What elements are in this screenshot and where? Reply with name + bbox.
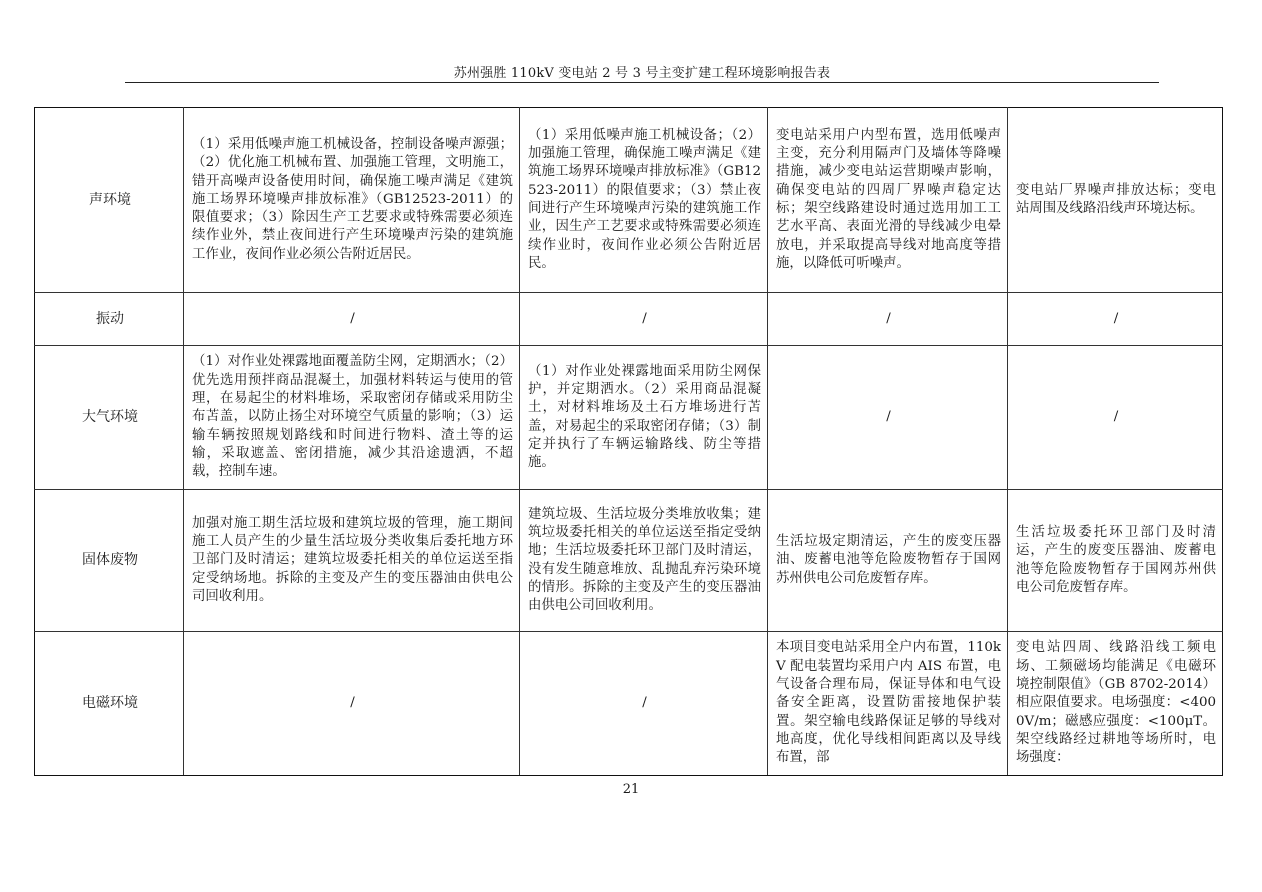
cell-text: 建筑垃圾、生活垃圾分类堆放收集；建筑垃圾委托相关的单位运送至指定受纳地；生活垃圾委托环卫部门及时清运，没有发生随意堆放、乱抛乱弃污染环境的情形。拆除的主变及产生的变压器油由供电公司回收利用。 xyxy=(528,506,761,614)
empty-cell: / xyxy=(1008,293,1223,346)
cell-text: （1）对作业处裸露地面覆盖防尘网，定期洒水；（2）优先选用预拌商品混凝土，加强材料转运与使用的管理，在易起尘的材料堆场，采取密闭存储或采用防尘布苫盖，以防止扬尘对环境空气质量的影响；（3）运输车辆按照规划路线和时间进行物料、渣土等的运输，采取遮盖、密闭措施，减少其沿途遗洒，不超载，控制车速。 xyxy=(192,354,513,480)
cell-text: （1）采用低噪声施工机械设备，控制设备噪声源强；（2）优化施工机械布置、加强施工管理，文明施工，错开高噪声设备使用时间，确保施工噪声满足《建筑施工场界环境噪声排放标准》（GB12523-2011）的限值要求；（3）除因生产工艺要求或特殊需要必须连续作业外，禁止夜间进行产生环境噪声污染的建筑施工作业，夜间作业必须公告附近居民。 xyxy=(192,136,513,262)
category-cell: 大气环境 xyxy=(35,346,184,490)
empty-cell: / xyxy=(520,632,768,776)
operation-results-cell xyxy=(1008,108,1223,293)
operation-results-cell xyxy=(1008,490,1223,632)
table-row-electromagnetic xyxy=(35,632,1223,776)
page-header: 苏州强胜 110kV 变电站 2 号 3 号主变扩建工程环境影响报告表 xyxy=(453,66,831,81)
operation-measures-cell xyxy=(768,108,1008,293)
empty-cell: / xyxy=(184,632,520,776)
construction-measures-cell xyxy=(184,108,520,293)
category-cell: 声环境 xyxy=(35,108,184,293)
construction-implementation-cell xyxy=(520,490,768,632)
cell-text: 生活垃圾定期清运，产生的废变压器油、废蓄电池等危险废物暂存于国网苏州供电公司危废暂存库。 xyxy=(776,534,1001,586)
construction-measures-cell xyxy=(184,346,520,490)
empty-cell: / xyxy=(184,293,520,346)
operation-measures-cell xyxy=(768,632,1008,776)
construction-implementation-cell xyxy=(520,346,768,490)
operation-measures-cell xyxy=(768,490,1008,632)
construction-measures-cell xyxy=(184,490,520,632)
cell-text: 加强对施工期生活垃圾和建筑垃圾的管理，施工期间施工人员产生的少量生活垃圾分类收集后委托地方环卫部门及时清运；建筑垃圾委托相关的单位运送至指定受纳场地。拆除的主变及产生的变压器油由供电公司回收利用。 xyxy=(192,515,513,604)
cell-text: 变电站厂界噪声排放达标；变电站周围及线路沿线声环境达标。 xyxy=(1016,182,1216,216)
page-number: 21 xyxy=(622,782,640,797)
table-row-noise xyxy=(35,108,1223,293)
table-row-solid-waste xyxy=(35,490,1223,632)
category-cell: 固体废物 xyxy=(35,490,184,632)
cell-text: 变电站四周、线路沿线工频电场、工频磁场均能满足《电磁环境控制限值》（GB 8702-2014）相应限值要求。电场强度：<4000V/m；磁感应强度：<100μT。架空线路经过耕地等场所时，电场强度： xyxy=(1016,640,1216,766)
empty-cell: / xyxy=(768,346,1008,490)
empty-cell: / xyxy=(520,293,768,346)
category-cell: 电磁环境 xyxy=(35,632,184,776)
empty-cell: / xyxy=(768,293,1008,346)
cell-text: 生活垃圾委托环卫部门及时清运，产生的废变压器油、废蓄电池等危险废物暂存于国网苏州供电公司危废暂存库。 xyxy=(1016,524,1216,595)
table-row-vibration xyxy=(35,293,1223,346)
cell-text: 本项目变电站采用全户内布置，110kV 配电装置均采用户内 AIS 布置，电气设备合理布局，保证导体和电气设备安全距离，设置防雷接地保护装置。架空输电线路保证足够的导线对地高度，优化导线相间距离以及导线布置，部 xyxy=(776,640,1001,766)
header-rule xyxy=(125,82,1159,83)
category-cell: 振动 xyxy=(35,293,184,346)
environmental-measures-table xyxy=(34,107,1223,776)
table-row-air xyxy=(35,346,1223,490)
cell-text: （1）对作业处裸露地面采用防尘网保护，并定期洒水。（2）采用商品混凝土，对材料堆场及土石方堆场进行苫盖，对易起尘的采取密闭存储；（3）制定并执行了车辆运输路线、防尘等措施。 xyxy=(528,363,761,471)
cell-text: （1）采用低噪声施工机械设备；（2）加强施工管理，确保施工噪声满足《建筑施工场界环境噪声排放标准》（GB12523-2011）的限值要求；（3）禁止夜间进行产生环境噪声污染的建筑施工作业，因生产工艺要求或特殊需要必须连续作业时，夜间作业必须公告附近居民。 xyxy=(528,127,761,271)
construction-implementation-cell xyxy=(520,108,768,293)
operation-results-cell xyxy=(1008,632,1223,776)
empty-cell: / xyxy=(1008,346,1223,490)
cell-text: 变电站采用户内型布置，选用低噪声主变，充分利用隔声门及墙体等降噪措施，减少变电站运营期噪声影响，确保变电站的四周厂界噪声稳定达标；架空线路建设时通过选用加工工艺水平高、表面光滑的导线减少电晕放电，并采取提高导线对地高度等措施，以降低可听噪声。 xyxy=(776,127,1001,271)
